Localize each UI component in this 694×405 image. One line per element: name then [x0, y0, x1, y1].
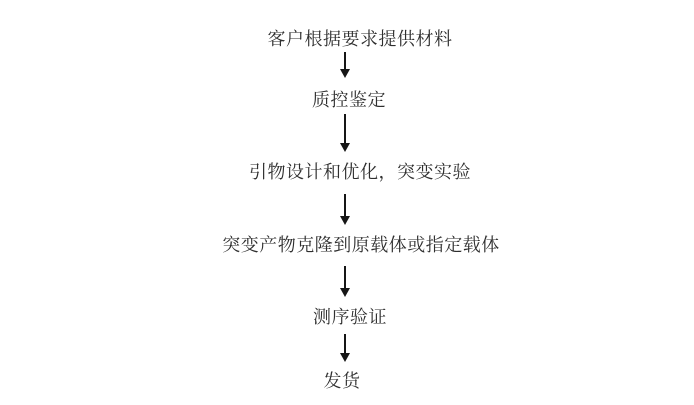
- arrow-down-icon: [339, 334, 351, 362]
- flow-step-shipping: 发货: [323, 371, 361, 391]
- arrow-down-icon: [339, 52, 351, 78]
- flow-step-sequencing-verification: 测序验证: [313, 307, 387, 327]
- arrow-down-icon: [339, 194, 351, 225]
- flow-step-primer-design-mutation: 引物设计和优化，突变实验: [249, 162, 471, 182]
- arrow-down-icon: [339, 266, 351, 297]
- flow-step-provide-materials: 客户根据要求提供材料: [267, 29, 453, 49]
- arrow-down-icon: [339, 114, 351, 152]
- flow-step-qc-identification: 质控鉴定: [312, 90, 386, 110]
- flow-step-clone-to-vector: 突变产物克隆到原载体或指定载体: [222, 235, 500, 255]
